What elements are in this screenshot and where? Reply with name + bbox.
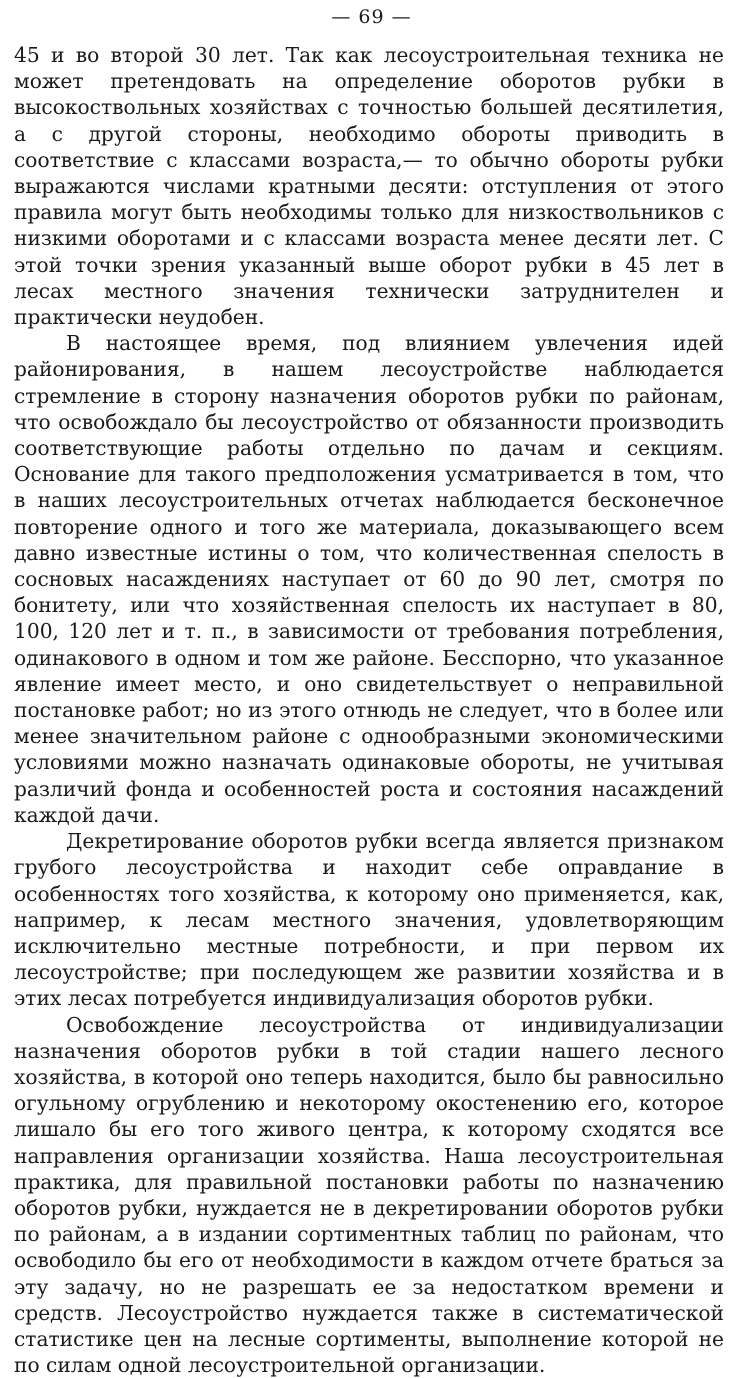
paragraph-2: В настоящее время, под влиянием увлечения идей районирования, в нашем лесоустройстве наблюдается стремление в сторону назначения оборотов рубки по районам, что освобождало бы лесоустройство от обязанности производить соответствующие работы отдельно по дачам и секциям. Основание для такого предположения усматривается в том, что в наших лесоустроительных отчетах наблюдается бесконечное повторение одного и того же материала, доказывающего всем давно известные истины о том, что количественная спелость в сосновых насаждениях наступает от 60 до 90 лет, смотря по бонитету, или что хозяйственная спелость их наступает в 80, 100, 120 лет и т. п., в зависимости от требования потребления, одинакового в одном и том же районе. Бесспорно, что указанное явление имеет место, и оно свидетельствует о неправильной постановке работ; но из этого отнюдь не следует, что в более или менее значительном районе с однообразными экономическими условиями можно назначать одинаковые обороты, не учитывая различий фонда и особенностей роста и состояния насаждений каждой дачи. xyxy=(14,331,724,827)
paragraph-4: Освобождение лесоустройства от индивидуализации назначения оборотов рубки в той стадии нашего лесного хозяйства, в которой оно теперь находится, было бы равносильно огульному огрублению и некоторому окостенению его, которое лишало бы его того живого центра, к которому сходятся все направления организации хозяйства. Наша лесоустроительная практика, для правильной постановки работы по назначению оборотов рубки, нуждается не в декретировании оборотов рубки по районам, а в издании сортиментных таблиц по районам, что освободило бы его от необходимости в каждом отчете браться за эту задачу, но не разрешать ее за недостатком времени и средств. Лесоустройство нуждается также в систематической статистике цен на лесные сортименты, выполнение которой не по силам одной лесоустроительной организации. xyxy=(14,1012,724,1378)
paragraph-1: 45 и во второй 30 лет. Так как лесоустроительная техника не может претендовать на определение оборотов рубки в высокоствольных хозяйствах с точностью большей десятилетия, а с другой стороны, необходимо обороты приводить в соответствие с классами возраста,— то обычно обороты рубки выражаются числами кратными десяти: отступления от этого правила могут быть необходимы только для низкоствольников с низкими оборотами и с классами возраста менее десяти лет. С этой точки зрения указанный выше оборот рубки в 45 лет в лесах местного значения технически затруднителен и практически неудобен. xyxy=(14,43,724,330)
body-text xyxy=(14,42,724,1378)
page-number: — 69 — xyxy=(331,6,412,28)
paragraph-3: Декретирование оборотов рубки всегда является признаком грубого лесоустройства и находит себе оправдание в особенностях того хозяйства, к которому оно применяется, как, например, к лесам местного значения, удовлетворяющим исключительно местные потребности, и при первом их лесоустройстве; при последующем же развитии хозяйства и в этих лесах потребуется индивидуализация оборотов рубки. xyxy=(14,829,724,1011)
